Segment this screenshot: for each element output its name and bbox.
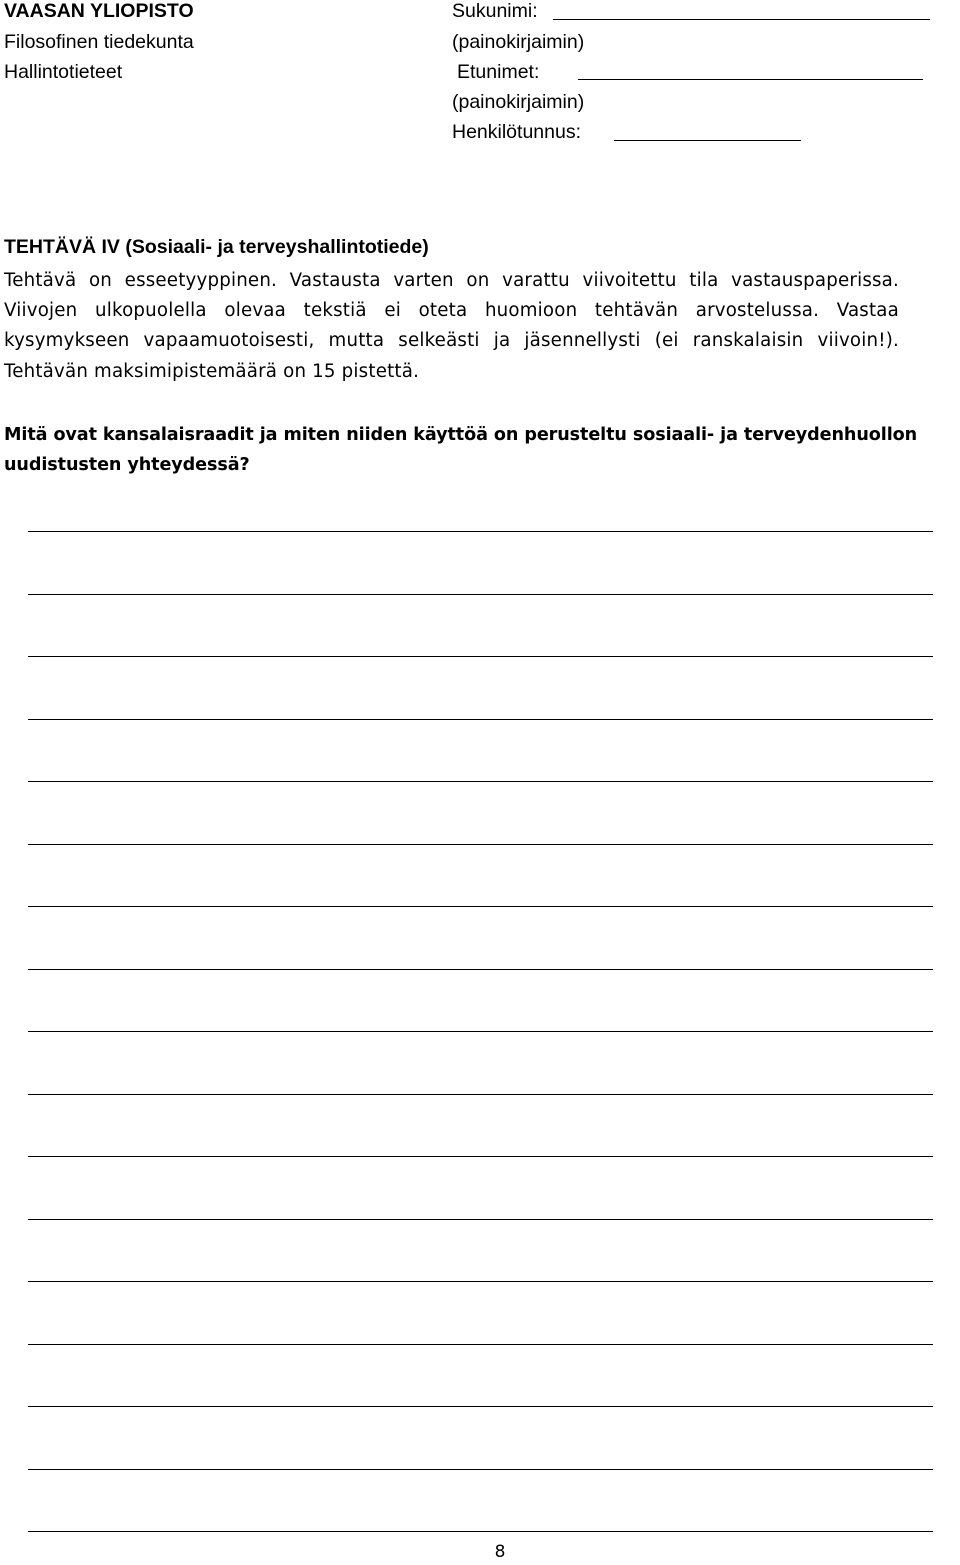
answer-line[interactable] xyxy=(28,656,933,657)
answer-line[interactable] xyxy=(28,844,933,845)
answer-line[interactable] xyxy=(28,781,933,782)
answer-line[interactable] xyxy=(28,969,933,970)
page-number: 8 xyxy=(494,1542,506,1562)
answer-line[interactable] xyxy=(28,1344,933,1345)
answer-line[interactable] xyxy=(28,1406,933,1407)
department-name: Hallintotieteet xyxy=(4,61,123,83)
answer-line[interactable] xyxy=(28,1031,933,1032)
answer-line[interactable] xyxy=(28,1281,933,1282)
answer-line[interactable] xyxy=(28,1219,933,1220)
personal-id-label: Henkilötunnus: xyxy=(452,121,581,143)
answer-line[interactable] xyxy=(28,719,933,720)
surname-label: Sukunimi: xyxy=(452,0,538,22)
task-instructions: Tehtävä on esseetyyppinen. Vastausta varten on varattu viivoitettu tila vastauspaperissa. Viivojen ulkopuolella olevaa tekstiä ei oteta huomioon tehtävän arvostelussa. Vastaa kysymykseen vapaamuotoisesti, mutta selkeästi ja jäsennellysti (ei ranskalaisin viivoin!). Tehtävän maksimipistemäärä on 15 pistettä. xyxy=(4,270,899,382)
task-title: TEHTÄVÄ IV (Sosiaali- ja terveyshallintotiede) xyxy=(4,236,429,258)
faculty-name: Filosofinen tiedekunta xyxy=(4,31,194,53)
firstnames-label: Etunimet: xyxy=(457,61,540,83)
answer-area[interactable] xyxy=(28,0,933,1565)
answer-line[interactable] xyxy=(28,1531,933,1532)
university-name: VAASAN YLIOPISTO xyxy=(4,0,194,22)
surname-hint: (painokirjaimin) xyxy=(452,31,585,53)
answer-line[interactable] xyxy=(28,594,933,595)
essay-question: Mitä ovat kansalaisraadit ja miten niiden käyttöä on perusteltu sosiaali- ja terveydenhuollon uudistusten yhteydessä? xyxy=(4,425,918,475)
answer-line[interactable] xyxy=(28,1156,933,1157)
answer-line[interactable] xyxy=(28,906,933,907)
firstnames-hint: (painokirjaimin) xyxy=(452,91,585,113)
answer-line[interactable] xyxy=(28,531,933,532)
answer-line[interactable] xyxy=(28,1094,933,1095)
answer-line[interactable] xyxy=(28,1469,933,1470)
